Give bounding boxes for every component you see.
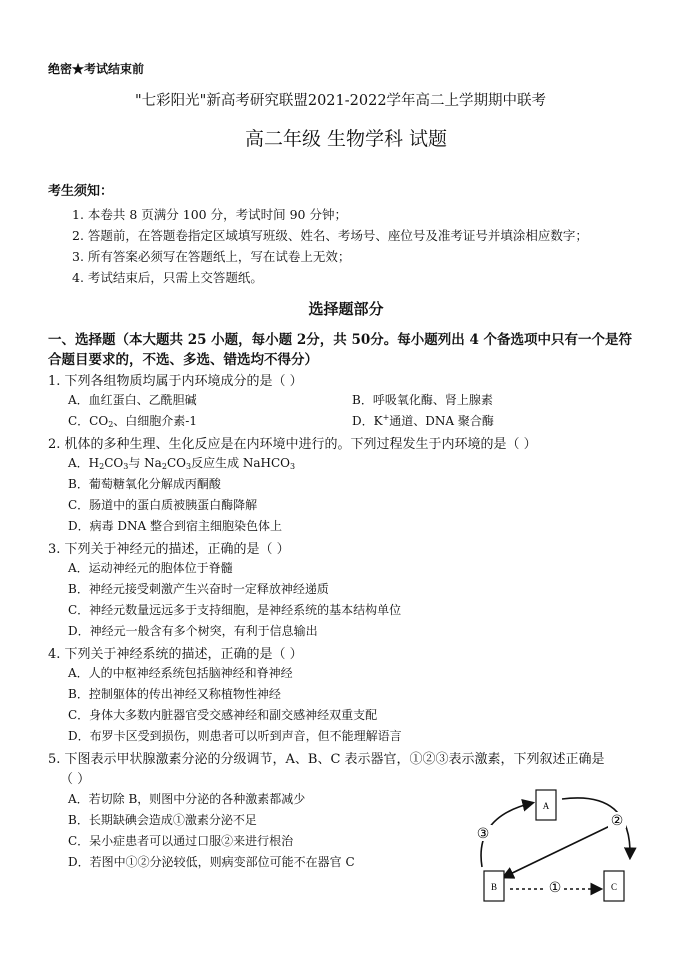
notice-heading: 考生须知： (48, 184, 114, 199)
hormone-label-3: ③ (476, 826, 490, 842)
question-5-option-c: C．呆小症患者可以通过口服②来进行根治 (68, 834, 294, 848)
organ-label-c: C (610, 882, 618, 892)
section-instruction-line1: 一、选择题（本大题共 25 小题，每小题 2分，共 50分。每小题列出 4 个备选项中只有一个是符 (48, 332, 633, 348)
question-1-option-b: B．呼吸氧化酶、肾上腺素 (352, 393, 493, 407)
question-2-option-a: A．$H_2CO_3$与 $Na_2CO_3$反应生成 NaHCO$_3$ (68, 456, 296, 471)
organ-label-b: B (490, 882, 498, 892)
question-4-option-c: C．身体大多数内脏器官受交感神经和副交感神经双重支配 (68, 708, 378, 722)
question-5-option-a: A．若切除 B，则图中分泌的各种激素都减少 (68, 792, 306, 806)
section-instruction-line2: 合题目要求的，不选、多选、错选均不得分） (48, 352, 318, 368)
notice-item-3: 3. 所有答案必须写在答题纸上，写在试卷上无效； (72, 249, 351, 264)
confidential-mark: 绝密★考试结束前 (48, 62, 145, 76)
section-title: 选择题部分 (308, 300, 384, 318)
question-4-option-b: B．控制躯体的传出神经又称植物性神经 (68, 687, 281, 701)
question-1-option-c: C．$CO_2$、白细胞介素-1 (68, 414, 197, 429)
question-1-stem: 1. 下列各组物质均属于内环境成分的是（ ） (48, 374, 303, 389)
question-4-option-a: A．人的中枢神经系统包括脑神经和脊神经 (68, 666, 293, 680)
question-3-option-b: B．神经元接受刺激产生兴奋时一定释放神经递质 (68, 582, 329, 596)
question-3-option-d: D．神经元一般含有多个树突，有利于信息输出 (68, 624, 318, 638)
exam-title: "七彩阳光"新高考研究联盟2021-2022学年高二上学期期中联考 (135, 93, 547, 109)
organ-label-a: A (542, 801, 550, 811)
arrow-c-to-b (504, 825, 612, 877)
question-2-option-b: B．葡萄糖氧化分解成丙酮酸 (68, 477, 221, 491)
question-5-stem: 5. 下图表示甲状腺激素分泌的分级调节，A、B、C 表示器官，①②③表示激素，下列叙述正确是 (48, 752, 605, 767)
question-1-option-a: A．血红蛋白、乙酰胆碱 (68, 393, 197, 407)
question-5-option-d: D．若图中①②分泌较低，则病变部位可能不在器官 C (68, 855, 355, 869)
hormone-label-2: ② (610, 813, 624, 829)
hormone-regulation-diagram (462, 785, 652, 915)
question-4-stem: 4. 下列关于神经系统的描述，正确的是（ ） (48, 647, 303, 662)
question-3-stem: 3. 下列关于神经元的描述，正确的是（ ） (48, 542, 290, 557)
notice-item-1: 1. 本卷共 8 页满分 100 分，考试时间 90 分钟； (72, 207, 347, 222)
hormone-label-1: ① (548, 880, 562, 896)
question-4-option-d: D．布罗卡区受到损伤，则患者可以听到声音，但不能理解语言 (68, 729, 402, 743)
question-2-stem: 2. 机体的多种生理、生化反应是在内环境中进行的。下列过程发生于内环境的是（ ） (48, 437, 537, 452)
question-5-option-b: B．长期缺碘会造成①激素分泌不足 (68, 813, 257, 827)
question-5-stem-bracket: （ ） (60, 772, 91, 787)
question-3-option-c: C．神经元数量远远多于支持细胞，是神经系统的基本结构单位 (68, 603, 402, 617)
question-1-option-d: D．K+通道、DNA 聚合酶 (352, 413, 494, 428)
exam-subtitle: 高二年级 生物学科 试题 (244, 128, 448, 150)
notice-item-2: 2. 答题前，在答题卷指定区域填写班级、姓名、考场号、座位号及准考证号并填涂相应数字； (72, 228, 588, 243)
question-2-option-d: D．病毒 DNA 整合到宿主细胞染色体上 (68, 519, 283, 533)
notice-item-4: 4. 考试结束后，只需上交答题纸。 (72, 270, 263, 285)
question-3-option-a: A．运动神经元的胞体位于脊髓 (68, 561, 233, 575)
question-2-option-c: C．肠道中的蛋白质被胰蛋白酶降解 (68, 498, 258, 512)
